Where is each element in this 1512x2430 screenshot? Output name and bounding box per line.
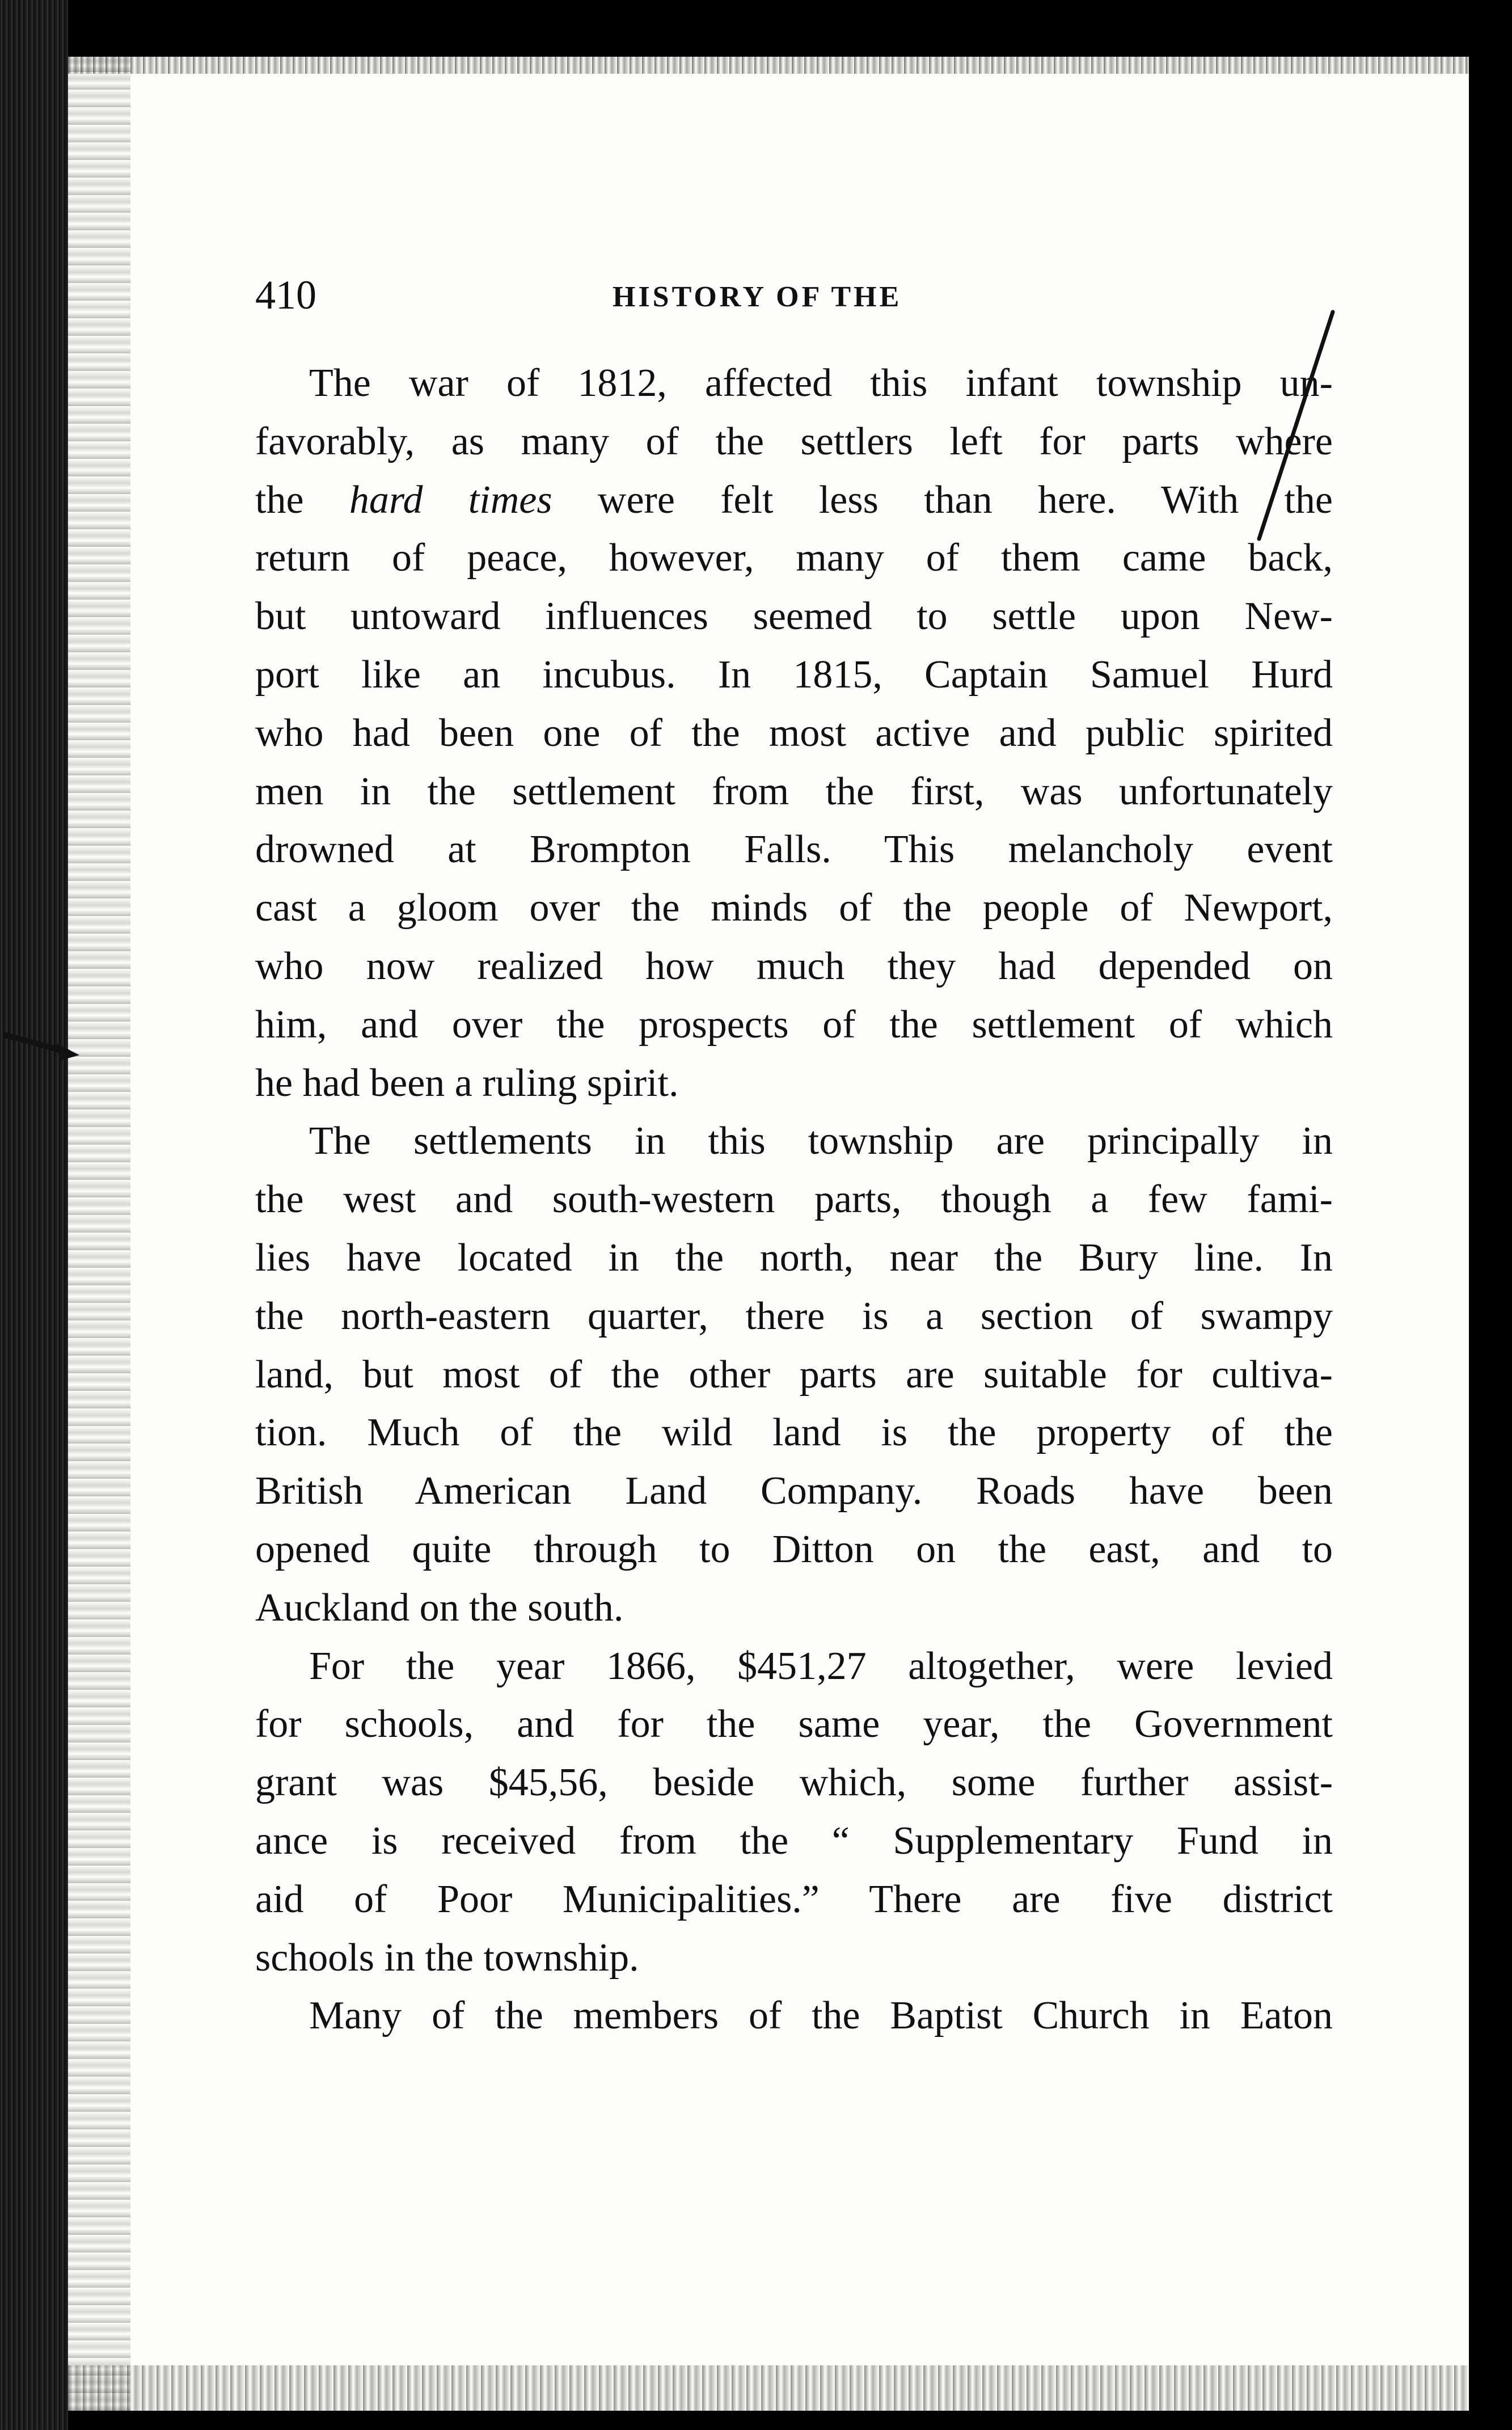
text-line: Auckland on the south. [255, 1585, 624, 1630]
text-line: favorably, as many of the settlers left for parts where [255, 419, 1333, 463]
paragraph [255, 1638, 1333, 1988]
text-line: British American Land Company. Roads have been [255, 1469, 1333, 1513]
pencil-mark [1236, 306, 1350, 545]
text-line: the west and south-western parts, though a few fami- [255, 1178, 1333, 1222]
text-line: men in the settlement from the first, was unfortunately [255, 769, 1333, 813]
text-line: land, but most of the other parts are suitable for cultiva- [255, 1352, 1333, 1397]
text-line: he had been a ruling spirit. [255, 1061, 679, 1105]
text-line: tion. Much of the wild land is the property of the [255, 1411, 1333, 1455]
text-line: him, and over the prospects of the settlement of which [255, 1002, 1333, 1047]
scan-noise-top [68, 51, 1475, 74]
paragraph [255, 1112, 1333, 1637]
text-line: The settlements in this township are principally in [309, 1119, 1333, 1163]
text-line: aid of Poor Municipalities.” There are five district [255, 1877, 1333, 1921]
text-line: Many of the members of the Baptist Church in Eaton [309, 1994, 1333, 2038]
text-line: For the year 1866, $451,27 altogether, were levied [309, 1644, 1333, 1688]
italic-phrase: hard times [349, 478, 552, 522]
text-line: return of peace, however, many of them came back, [255, 536, 1333, 580]
page-number: 410 [255, 272, 316, 318]
text-line: port like an incubus. In 1815, Captain Samuel Hurd [255, 652, 1333, 697]
text-line: cast a gloom over the minds of the people of Newport, [255, 886, 1333, 930]
text-line: the north-eastern quarter, there is a section of swampy [255, 1294, 1333, 1338]
text-line: ance is received from the “ Supplementary Fund in [255, 1819, 1333, 1863]
text-line: grant was $45,56, beside which, some further assist- [255, 1761, 1333, 1805]
text-line: schools in the township. [255, 1935, 639, 1980]
text-line: drowned at Brompton Falls. This melancholy event [255, 828, 1333, 872]
text-line: the hard times were felt less than here. With the [255, 478, 1333, 522]
text-line: opened quite through to Ditton on the east, and to [255, 1527, 1333, 1571]
paragraph [255, 1987, 1333, 2045]
text-line: for schools, and for the same year, the Government [255, 1702, 1333, 1746]
text-line: lies have located in the north, near the Bury line. In [255, 1235, 1333, 1280]
text-line: but untoward influences seemed to settle upon New- [255, 594, 1333, 639]
page-header [255, 267, 1389, 329]
margin-arrow-mark [0, 1021, 91, 1066]
text-line: who now realized how much they had depended on [255, 944, 1333, 988]
paragraph [255, 355, 1333, 1112]
text-line: The war of 1812, affected this infant township un- [309, 361, 1333, 405]
binding-shadow [0, 0, 68, 2430]
body-text [255, 355, 1333, 2045]
scan-noise-bottom [68, 2365, 1475, 2411]
running-head: HISTORY OF THE [613, 281, 902, 313]
text-line: who had been one of the most active and public spirited [255, 711, 1333, 755]
scan-noise-left [68, 57, 130, 2411]
